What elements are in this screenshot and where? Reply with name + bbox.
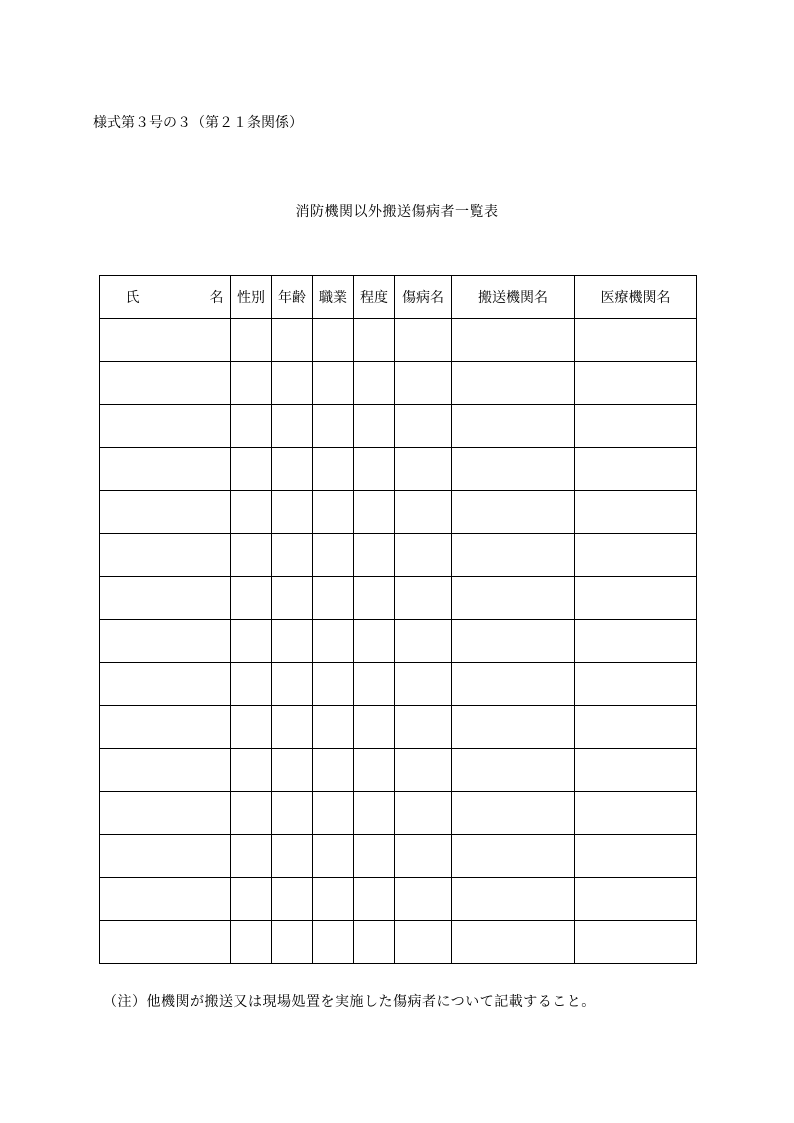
header-name-part2: 名 [209, 290, 224, 306]
cell-age[interactable] [272, 878, 313, 921]
cell-transport-agency[interactable] [452, 491, 575, 534]
cell-sex[interactable] [231, 792, 272, 835]
cell-age[interactable] [272, 577, 313, 620]
cell-transport-agency[interactable] [452, 706, 575, 749]
cell-medical-institution[interactable] [575, 491, 697, 534]
cell-medical-institution[interactable] [575, 362, 697, 405]
cell-injury-name[interactable] [395, 491, 452, 534]
header-name [100, 276, 231, 319]
cell-age[interactable] [272, 491, 313, 534]
cell-injury-name[interactable] [395, 534, 452, 577]
cell-medical-institution[interactable] [575, 706, 697, 749]
cell-occupation[interactable] [313, 878, 354, 921]
cell-injury-name[interactable] [395, 749, 452, 792]
cell-age[interactable] [272, 749, 313, 792]
cell-injury-name[interactable] [395, 620, 452, 663]
cell-transport-agency[interactable] [452, 362, 575, 405]
cell-severity[interactable] [354, 577, 395, 620]
cell-name[interactable] [100, 706, 231, 749]
cell-injury-name[interactable] [395, 921, 452, 964]
cell-injury-name[interactable] [395, 319, 452, 362]
cell-age[interactable] [272, 835, 313, 878]
cell-name[interactable] [100, 405, 231, 448]
cell-severity[interactable] [354, 878, 395, 921]
cell-age[interactable] [272, 362, 313, 405]
cell-sex[interactable] [231, 706, 272, 749]
cell-severity[interactable] [354, 663, 395, 706]
table-row [100, 491, 697, 534]
cell-sex[interactable] [231, 491, 272, 534]
cell-name[interactable] [100, 491, 231, 534]
table-row [100, 405, 697, 448]
cell-sex[interactable] [231, 534, 272, 577]
cell-name[interactable] [100, 534, 231, 577]
cell-occupation[interactable] [313, 405, 354, 448]
table-header-row [100, 276, 697, 319]
cell-sex[interactable] [231, 319, 272, 362]
cell-occupation[interactable] [313, 835, 354, 878]
cell-injury-name[interactable] [395, 577, 452, 620]
cell-severity[interactable] [354, 749, 395, 792]
cell-sex[interactable] [231, 405, 272, 448]
cell-severity[interactable] [354, 319, 395, 362]
header-injury-name: 傷病名 [395, 276, 452, 319]
cell-severity[interactable] [354, 448, 395, 491]
cell-injury-name[interactable] [395, 448, 452, 491]
cell-name[interactable] [100, 577, 231, 620]
cell-name[interactable] [100, 362, 231, 405]
cell-transport-agency[interactable] [452, 577, 575, 620]
form-number: 様式第３号の３（第２１条関係） [93, 115, 303, 131]
cell-medical-institution[interactable] [575, 534, 697, 577]
cell-age[interactable] [272, 706, 313, 749]
cell-name[interactable] [100, 921, 231, 964]
cell-name[interactable] [100, 448, 231, 491]
cell-age[interactable] [272, 534, 313, 577]
cell-occupation[interactable] [313, 577, 354, 620]
table-row [100, 534, 697, 577]
cell-age[interactable] [272, 663, 313, 706]
cell-medical-institution[interactable] [575, 577, 697, 620]
cell-severity[interactable] [354, 835, 395, 878]
cell-transport-agency[interactable] [452, 319, 575, 362]
cell-injury-name[interactable] [395, 835, 452, 878]
cell-name[interactable] [100, 663, 231, 706]
cell-severity[interactable] [354, 362, 395, 405]
cell-injury-name[interactable] [395, 405, 452, 448]
cell-transport-agency[interactable] [452, 878, 575, 921]
header-sex: 性別 [231, 276, 272, 319]
cell-age[interactable] [272, 792, 313, 835]
cell-severity[interactable] [354, 792, 395, 835]
cell-sex[interactable] [231, 749, 272, 792]
cell-age[interactable] [272, 448, 313, 491]
table-row [100, 706, 697, 749]
cell-medical-institution[interactable] [575, 749, 697, 792]
cell-sex[interactable] [231, 577, 272, 620]
cell-medical-institution[interactable] [575, 921, 697, 964]
cell-transport-agency[interactable] [452, 835, 575, 878]
cell-transport-agency[interactable] [452, 620, 575, 663]
cell-sex[interactable] [231, 448, 272, 491]
cell-injury-name[interactable] [395, 878, 452, 921]
cell-transport-agency[interactable] [452, 405, 575, 448]
cell-medical-institution[interactable] [575, 878, 697, 921]
cell-injury-name[interactable] [395, 792, 452, 835]
cell-occupation[interactable] [313, 706, 354, 749]
cell-transport-agency[interactable] [452, 534, 575, 577]
cell-occupation[interactable] [313, 749, 354, 792]
cell-occupation[interactable] [313, 534, 354, 577]
header-severity: 程度 [354, 276, 395, 319]
header-transport-agency: 搬送機関名 [452, 276, 575, 319]
cell-occupation[interactable] [313, 448, 354, 491]
cell-severity[interactable] [354, 405, 395, 448]
cell-occupation[interactable] [313, 663, 354, 706]
cell-transport-agency[interactable] [452, 663, 575, 706]
header-occupation: 職業 [313, 276, 354, 319]
cell-name[interactable] [100, 749, 231, 792]
header-age: 年齢 [272, 276, 313, 319]
cell-name[interactable] [100, 878, 231, 921]
cell-name[interactable] [100, 319, 231, 362]
table-row [100, 663, 697, 706]
cell-severity[interactable] [354, 491, 395, 534]
cell-severity[interactable] [354, 921, 395, 964]
cell-medical-institution[interactable] [575, 405, 697, 448]
header-name-part1: 氏 [125, 290, 140, 306]
cell-age[interactable] [272, 405, 313, 448]
cell-medical-institution[interactable] [575, 792, 697, 835]
document-title: 消防機関以外搬送傷病者一覧表 [295, 204, 499, 220]
cell-name[interactable] [100, 792, 231, 835]
footnote: （注）他機関が搬送又は現場処置を実施した傷病者について記載すること。 [103, 994, 596, 1010]
table-row [100, 749, 697, 792]
cell-transport-agency[interactable] [452, 792, 575, 835]
cell-severity[interactable] [354, 620, 395, 663]
cell-occupation[interactable] [313, 319, 354, 362]
cell-medical-institution[interactable] [575, 620, 697, 663]
cell-severity[interactable] [354, 706, 395, 749]
cell-name[interactable] [100, 620, 231, 663]
cell-medical-institution[interactable] [575, 319, 697, 362]
cell-sex[interactable] [231, 663, 272, 706]
cell-injury-name[interactable] [395, 663, 452, 706]
cell-transport-agency[interactable] [452, 921, 575, 964]
header-medical-institution: 医療機関名 [575, 276, 697, 319]
cell-sex[interactable] [231, 921, 272, 964]
cell-sex[interactable] [231, 835, 272, 878]
table-row [100, 792, 697, 835]
cell-sex[interactable] [231, 362, 272, 405]
cell-name[interactable] [100, 835, 231, 878]
table-row [100, 878, 697, 921]
table-row [100, 921, 697, 964]
cell-sex[interactable] [231, 620, 272, 663]
cell-medical-institution[interactable] [575, 663, 697, 706]
cell-severity[interactable] [354, 534, 395, 577]
cell-injury-name[interactable] [395, 706, 452, 749]
cell-transport-agency[interactable] [452, 448, 575, 491]
cell-transport-agency[interactable] [452, 749, 575, 792]
cell-occupation[interactable] [313, 921, 354, 964]
injured-persons-table [99, 275, 697, 964]
cell-age[interactable] [272, 620, 313, 663]
cell-medical-institution[interactable] [575, 448, 697, 491]
table-row [100, 362, 697, 405]
cell-injury-name[interactable] [395, 362, 452, 405]
table-row [100, 577, 697, 620]
cell-age[interactable] [272, 921, 313, 964]
table-row [100, 620, 697, 663]
table-body [100, 319, 697, 964]
cell-age[interactable] [272, 319, 313, 362]
table-row [100, 448, 697, 491]
table-row [100, 835, 697, 878]
cell-occupation[interactable] [313, 491, 354, 534]
cell-medical-institution[interactable] [575, 835, 697, 878]
cell-occupation[interactable] [313, 620, 354, 663]
cell-sex[interactable] [231, 878, 272, 921]
cell-occupation[interactable] [313, 362, 354, 405]
table-row [100, 319, 697, 362]
cell-occupation[interactable] [313, 792, 354, 835]
